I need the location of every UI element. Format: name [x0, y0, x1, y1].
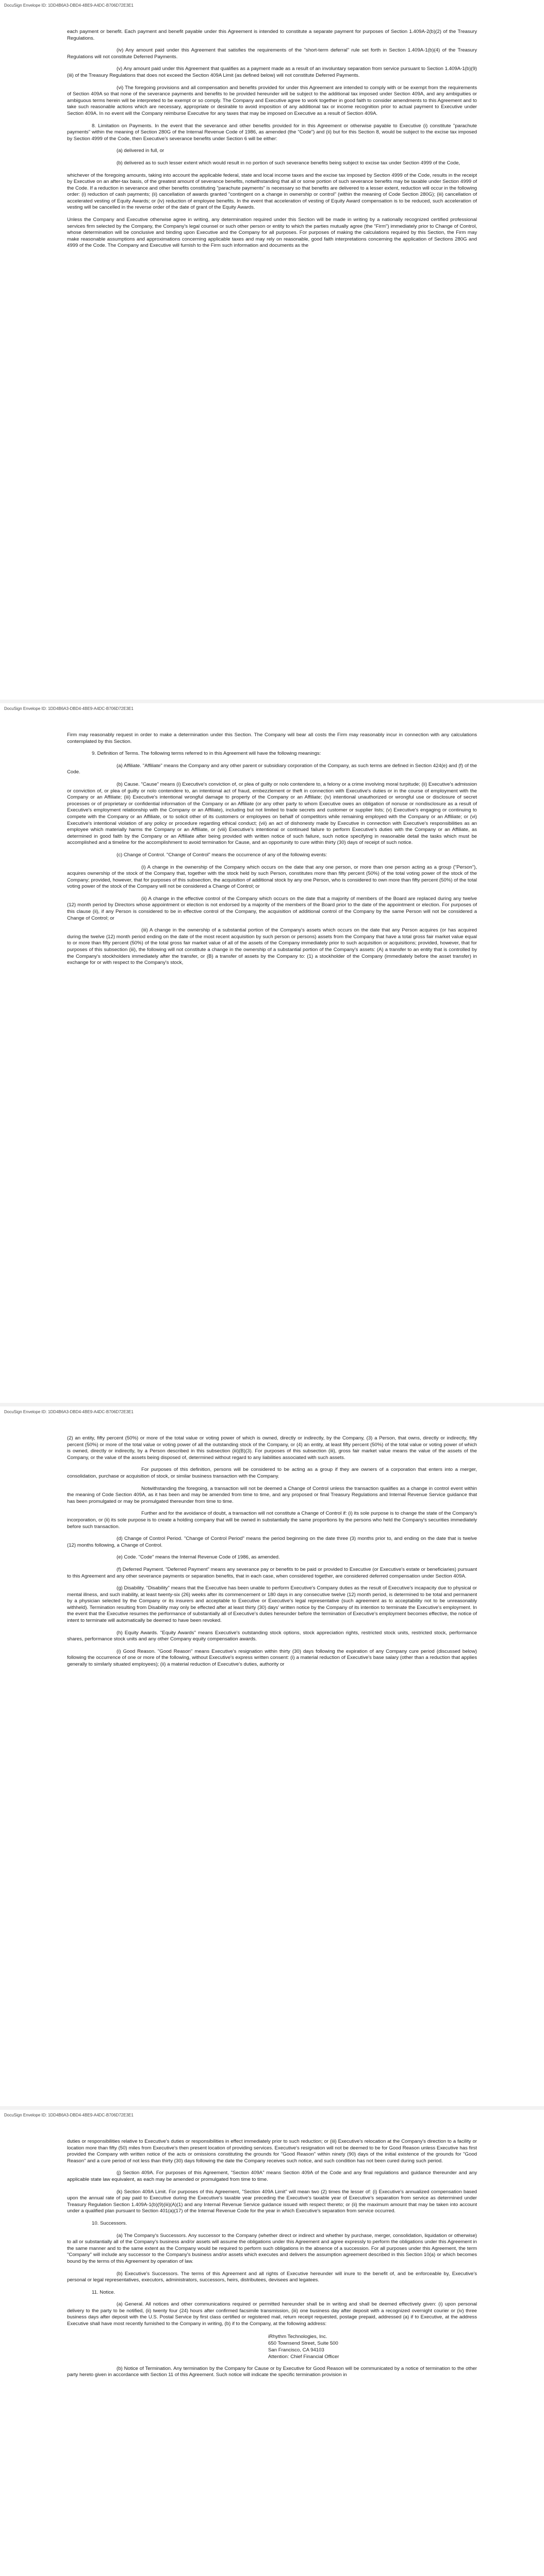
section-successors: 10. Successors. [92, 2220, 127, 2226]
envelope-id-header: DocuSign Envelope ID: 1DD4B6A3-DBD4-4BE9-A4DC-B706D72E3E1 [4, 2113, 134, 2117]
paragraph: (a) delivered in full, or [117, 148, 164, 154]
envelope-id-header: DocuSign Envelope ID: 1DD4B6A3-DBD4-4BE9-A4DC-B706D72E3E1 [4, 3, 134, 8]
envelope-id-header: DocuSign Envelope ID: 1DD4B6A3-DBD4-4BE9-A4DC-B706D72E3E1 [4, 1410, 134, 1414]
paragraph: duties or responsibilities relative to Executive's duties or responsibilities in effect immediately prior to such reduction; or (iii) Executive's relocation at the Company's direction to a facility or location more than fifty (50) miles from Executive's then present location of providing services. Executive's resignation will not be deemed to be for Good Reason unless Executive has first provided the Company with written notice of the acts or omissions constituting the grounds for "Good Reason" within ninety (90) days of the initial existence of the grounds for "Good Reason" and a cure period of not less than thirty (30) days following the date the Company receives such notice, and such condition has not been cured during such period. [67, 2139, 477, 2164]
page-body [67, 732, 477, 972]
address-line: 650 Townsend Street, Suite 500 [268, 2340, 338, 2346]
definition-disability: (g) Disability. "Disability" means that the Executive has been unable to perform Executive's Company duties as the result of Executive's incapacity due to physical or mental illness, and such inability, at least twenty-six (26) weeks after its commencement or 180 days in any consecutive twelve (12) month period, is determined to be total and permanent by a physician selected by the Company or its insurers and acceptable to Executive or Executive's legal representative (such agreement as to acceptability not to be unreasonably withheld). Termination resulting from Disability may only be effected after at least thirty (30) days' written notice by the Company of its intention to terminate the Executive's employment. In the event that the Executive resumes the performance of substantially all of Executive's duties hereunder before the termination of Executive's employment becomes effective, the notice of intent to terminate will automatically be deemed to have been revoked. [67, 1585, 477, 1624]
page-body [67, 1435, 477, 1674]
definition-code: (e) Code. "Code" means the Internal Revenue Code of 1986, as amended. [117, 1554, 280, 1561]
definition-equity-awards: (h) Equity Awards. "Equity Awards" means Executive's outstanding stock options, stock appreciation rights, restricted stock units, restricted stock, performance shares, performance stock units and any other Company equity compensation awards. [67, 1630, 477, 1642]
definition-deferred-payment: (f) Deferred Payment. "Deferred Payment" means any severance pay or benefits to be paid or provided to Executive (or Executive's estate or beneficiaries) pursuant to this Agreement and any other severance payments or separation benefits, that in each case, when considered together, are considered deferred compensation under Section 409A. [67, 1566, 477, 1579]
section-definition-of-terms: 9. Definition of Terms. The following terms referred to in this Agreement will have the following meanings: [92, 751, 321, 757]
document-page-2 [0, 703, 544, 1403]
paragraph: Firm may reasonably request in order to make a determination under this Section. The Company will bear all costs the Firm may reasonably incur in connection with any calculations contemplated by this Section. [67, 732, 477, 744]
document-page-4 [0, 2110, 544, 2576]
paragraph: Unless the Company and Executive otherwise agree in writing, any determination required under this Section will be made in writing by a nationally recognized certified professional services firm selected by the Company, the Company's legal counsel or such other person or entity to which the parties mutually agree (the "Firm") immediately prior to Change of Control, whose determination will be conclusive and binding upon Executive and the Company for all purposes. For purposes of making the calculations required by this Section, the Firm may make reasonable assumptions and approximations concerning applicable taxes and may rely on reasonable, good faith interpretations concerning the application of Sections 280G and 4999 of the Code. The Company and Executive will furnish to the Firm such information and documents as the [67, 217, 477, 249]
paragraph: whichever of the foregoing amounts, taking into account the applicable federal, state and local income taxes and the excise tax imposed by Section 4999 of the Code, results in the receipt by Executive on an after-tax basis, of the greatest amount of severance benefits, notwithstanding that all or some portion of such severance benefits may be taxable under Section 4999 of the Code. If a reduction in severance and other benefits constituting "parachute payments" is necessary so that benefits are delivered to a lesser extent, reduction will occur in the following order: (i) reduction of cash payments; (ii) cancellation of awards granted "contingent on a change in ownership or control" (within the meaning of Code Section 280G); (iii) cancellation of accelerated vesting of Equity Awards; or (iv) reduction of employee benefits. In the event that acceleration of vesting of Equity Award compensation is to be reduced, such acceleration of vesting will be cancelled in the reverse order of the date of grant of the Equity Awards. [67, 172, 477, 211]
paragraph: each payment or benefit. Each payment and benefit payable under this Agreement is intended to constitute a separate payment for purposes of Section 1.409A-2(b)(2) of the Treasury Regulations. [67, 29, 477, 41]
definition-section-409a: (j) Section 409A. For purposes of this Agreement, "Section 409A" means Section 409A of the Code and any final regulations and guidance thereunder and any applicable state law equivalent, as each may be amended or promulgated from time to time. [67, 2170, 477, 2182]
definition-cause: (b) Cause. "Cause" means (i) Executive's conviction of, or plea of guilty or nolo contendere to, a felony or a crime involving moral turpitude; (ii) Executive's admission or conviction of, or plea of guilty or nolo contendere to, an intentional act of fraud, embezzlement or theft in connection with Executive's duties or in the course of employment with the Company or an Affiliate; (iii) Executive's intentional wrongful damage to property of the Company or an Affiliate; (iv) intentional unauthorized or wrongful use or disclosure of secret processes or of proprietary or confidential information of the Company or an Affiliate (or any other party to whom Executive owes an obligation of nonuse or nondisclosure as a result of Executive's employment relationship with the Company or an Affiliate), including but not limited to trade secrets and customer or supplier lists; (v) Executive's engaging or continuing to compete with the Company or an Affiliate, or to solicit other of its customers or employees on behalf of competitors while remaining employed with the Company or an Affiliate; or (vi) Executive's intentional violation of any policy or procedure regarding ethical conduct; (vii) an act of dishonesty made by Executive in connection with Executive's responsibilities as an employee which materially harms the Company or an Affiliate, or (viii) Executive's intentional or continued failure to perform Executive's duties with the Company or an Affiliate, as determined in good faith by the Company or an Affiliate after being provided with written notice of such failure, such notice specifying in reasonable detail the tasks which must be accomplished and a timeline for the accomplishment to avoid termination for Cause, and an opportunity to cure within thirty (30) days of receipt of such notice. [67, 781, 477, 846]
paragraph: For purposes of this definition, persons will be considered to be acting as a group if they are owners of a corporation that enters into a merger, consolidation, purchase or acquisition of stock, or similar business transaction with the Company. [67, 1467, 477, 1479]
paragraph: Further and for the avoidance of doubt, a transaction will not constitute a Change of Control if: (i) its sole purpose is to change the state of the Company's incorporation, or (ii) its sole purpose is to create a holding company that will be owned in substantially the same proportions by the persons who held the Company's securities immediately before such transaction. [67, 1511, 477, 1530]
executives-successors: (b) Executive's Successors. The terms of this Agreement and all rights of Executive hereunder will inure to the benefit of, and be enforceable by, Executive's personal or legal representatives, executors, administrators, successors, heirs, distributees, devisees and legatees. [67, 2270, 477, 2283]
paragraph: (ii) A change in the effective control of the Company which occurs on the date that a majority of members of the Board are replaced during any twelve (12) month period by Directors whose appointment or election is not endorsed by a majority of the members of the Board prior to the date of the appointment or election. For purposes of this clause (ii), if any Person is considered to be in effective control of the Company, the acquisition of additional control of the Company by the same Person will not be considered a Change of Control; or [67, 895, 477, 921]
company-address-block [268, 2333, 477, 2360]
definition-affiliate: (a) Affiliate. "Affiliate" means the Company and any other parent or subsidiary corporation of the Company, as such terms are defined in Section 424(e) and (f) of the Code. [67, 762, 477, 775]
definition-change-of-control: (c) Change of Control. "Change of Control" means the occurrence of any of the following events: [117, 852, 327, 858]
address-line: San Francisco, CA 94103 [268, 2347, 324, 2353]
document-page-1 [0, 0, 544, 700]
page-body [67, 2139, 477, 2384]
page-body [67, 29, 477, 255]
document-page-3 [0, 1406, 544, 2106]
notice-general: (a) General. All notices and other communications required or permitted hereunder shall be in writing and shall be deemed effectively given: (i) upon personal delivery to the party to be notified, (ii) twenty four (24) hours after confirmed facsimile transmission, (iii) one business day after deposit with a recognized overnight courier or (iv) three business days after deposit with the U.S. Postal Service by first class certified or registered mail, return receipt requested, postage prepaid, addressed (a) if to Executive, at the address Executive shall have most recently furnished to the Company in writing, (b) if to the Company, at the following address: [67, 2301, 477, 2327]
address-line: Attention: Chief Financial Officer [268, 2353, 339, 2360]
paragraph: Notwithstanding the foregoing, a transaction will not be deemed a Change of Control unless the transaction qualifies as a change in control event within the meaning of Code Section 409A, as it has been and may be amended from time to time, and any proposed or final Treasury Regulations and Internal Revenue Service guidance that has been promulgated or may be promulgated thereunder from time to time. [67, 1485, 477, 1504]
notice-of-termination: (b) Notice of Termination. Any termination by the Company for Cause or by Executive for Good Reason will be communicated by a notice of termination to the other party hereto given in accordance with Section 11 of this Agreement. Such notice will indicate the specific termination provision in [67, 2365, 477, 2378]
address-line: iRhythm Technologies, Inc. [268, 2333, 327, 2340]
section-notice: 11. Notice. [92, 2289, 116, 2295]
paragraph: (iv) Any amount paid under this Agreement that satisfies the requirements of the "short-term deferral" rule set forth in Section 1.409A-1(b)(4) of the Treasury Regulations will not constitute Deferred Payments. [67, 47, 477, 60]
paragraph: (2) an entity, fifty percent (50%) or more of the total value or voting power of which is owned, directly or indirectly, by the Company, (3) a Person, that owns, directly or indirectly, fifty percent (50%) or more of the total value or voting power of all the outstanding stock of the Company, or (4) an entity, at least fifty percent (50%) of the total value or voting power of which is owned, directly or indirectly, by a Person described in this subsection (iii)(B)(3). For purposes of this subsection (iii), gross fair market value means the value of the assets of the Company, or the value of the assets being disposed of, determined without regard to any liabilities associated with such assets. [67, 1435, 477, 1461]
section-limitation-on-payments: 8. Limitation on Payments. In the event that the severance and other benefits provided for in this Agreement or otherwise payable to Executive (i) constitute "parachute payments" within the meaning of Section 280G of the Internal Revenue Code of 1986, as amended (the "Code") and (ii) but for this Section 8, would be subject to the excise tax imposed by Section 4999 of the Code, then Executive's severance benefits under Section 6 will be either: [67, 123, 477, 142]
paragraph: (vi) The foregoing provisions and all compensation and benefits provided for under this Agreement are intended to comply with or be exempt from the requirements of Section 409A so that none of the severance payments and benefits to be provided hereunder will be subject to the additional tax imposed under Section 409A, and any ambiguities or ambiguous terms herein will be interpreted to be exempt or so comply. The Company and Executive agree to work together in good faith to consider amendments to this Agreement and to take such reasonable actions which are necessary, appropriate or desirable to avoid imposition of any additional tax or income recognition prior to actual payment to Executive under Section 409A. In no event will the Company reimburse Executive for any taxes that may be imposed on Executive as a result of Section 409A. [67, 84, 477, 116]
paragraph: (b) delivered as to such lesser extent which would result in no portion of such severance benefits being subject to excise tax under Section 4999 of the Code, [117, 160, 460, 166]
companys-successors: (a) The Company's Successors. Any successor to the Company (whether direct or indirect and whether by purchase, merger, consolidation, liquidation or otherwise) to all or substantially all of the Company's business and/or assets will assume the obligations under this Agreement and agree expressly to perform the obligations under this Agreement in the same manner and to the same extent as the Company would be required to perform such obligations in the absence of a succession. For all purposes under this Agreement, the term "Company" will include any successor to the Company's business and/or assets which executes and delivers the assumption agreement described in this Section 10(a) or which becomes bound by the terms of this Agreement by operation of law. [67, 2232, 477, 2264]
paragraph: (i) A change in the ownership of the Company which occurs on the date that any one person, or more than one person acting as a group ("Person"), acquires ownership of the stock of the Company that, together with the stock held by such Person, constitutes more than fifty percent (50%) of the total voting power of the stock of the Company; provided, however, that for purposes of this subsection, the acquisition of additional stock by any one Person, who is considered to own more than fifty percent (50%) of the total voting power of the stock of the Company will not be considered a Change of Control; or [67, 864, 477, 890]
definition-good-reason: (i) Good Reason. "Good Reason" means Executive's resignation within thirty (30) days following the expiration of any Company cure period (discussed below) following the occurrence of one or more of the following, without Executive's express written consent: (i) a material reduction of Executive's base salary (other than a reduction that applies generally to similarly situated employees); (ii) a material reduction of Executive's duties, authority or [67, 1648, 477, 1668]
paragraph: (v) Any amount paid under this Agreement that qualifies as a payment made as a result of an involuntary separation from service pursuant to Section 1.409A-1(b)(9)(iii) of the Treasury Regulations that does not exceed the Section 409A Limit (as defined below) will not constitute Deferred Payments. [67, 66, 477, 78]
definition-change-of-control-period: (d) Change of Control Period. "Change of Control Period" means the period beginning on the date three (3) months prior to, and ending on the date that is twelve (12) months following, a Change of Control. [67, 1536, 477, 1548]
paragraph: (iii) A change in the ownership of a substantial portion of the Company's assets which occurs on the date that any Person acquires (or has acquired during the twelve (12) month period ending on the date of the most recent acquisition by such person or persons) assets from the Company that have a total gross fair market value equal to or more than fifty percent (50%) of the total gross fair market value of all of the assets of the Company immediately prior to such acquisition or acquisitions; provided, however, that for purposes of this subsection (iii), the following will not constitute a change in the ownership of a substantial portion of the Company's assets: (A) a transfer to an entity that is controlled by the Company's stockholders immediately after the transfer, or (B) a transfer of assets by the Company to: (1) a stockholder of the Company (immediately before the asset transfer) in exchange for or with respect to the Company's stock, [67, 927, 477, 966]
envelope-id-header: DocuSign Envelope ID: 1DD4B6A3-DBD4-4BE9-A4DC-B706D72E3E1 [4, 706, 134, 711]
definition-section-409a-limit: (k) Section 409A Limit. For purposes of this Agreement, "Section 409A Limit" will mean two (2) times the lesser of: (i) Executive's annualized compensation based upon the annual rate of pay paid to Executive during the Executive's taxable year preceding the Executive's taxable year of Executive's separation from service as determined under Treasury Regulation Section 1.409A-1(b)(9)(iii)(A)(1) and any Internal Revenue Service guidance issued with respect thereto; or (ii) the maximum amount that may be taken into account under a qualified plan pursuant to Section 401(a)(17) of the Internal Revenue Code for the year in which Executive's separation from service occurred. [67, 2189, 477, 2214]
